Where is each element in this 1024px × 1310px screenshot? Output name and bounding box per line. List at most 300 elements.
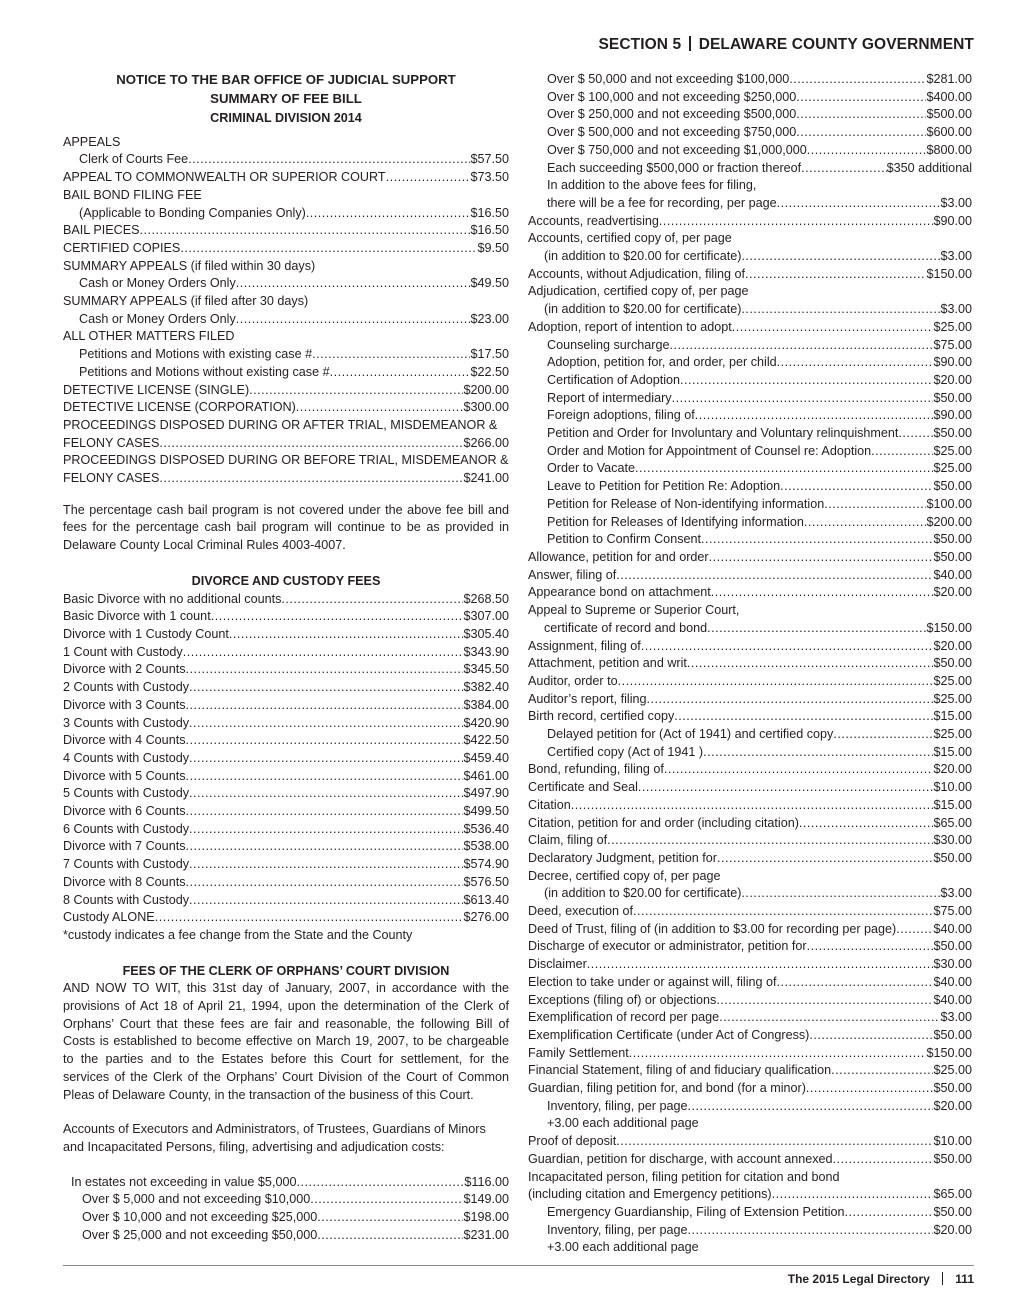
fee-row: [63, 399, 509, 417]
fee-amount: $50.00: [933, 426, 972, 441]
fee-amount: $75.00: [933, 337, 972, 352]
dot-leader: [312, 346, 470, 364]
dot-leader: [638, 779, 934, 797]
fee-amount: $90.00: [933, 355, 972, 370]
fee-label: (in addition to $20.00 for certificate): [544, 302, 742, 317]
fee-row: [528, 761, 972, 779]
fee-amount: $384.00: [463, 697, 509, 712]
fee-amount: $300.00: [463, 400, 509, 415]
fee-amount: $422.50: [463, 733, 509, 748]
fee-amount: $25.00: [933, 319, 972, 334]
fee-heading-line: APPEALS: [63, 134, 121, 149]
fee-label: Petition for Release of Non-identifying information: [547, 496, 825, 511]
fee-label: Inventory, filing, per page: [547, 1098, 688, 1113]
fee-amount: $90.00: [933, 408, 972, 423]
fee-amount: $10.00: [933, 1134, 972, 1149]
fee-amount: $116.00: [464, 1174, 509, 1189]
dot-leader: [687, 1222, 933, 1240]
fee-heading-line: SUMMARY APPEALS (if filed within 30 days): [63, 258, 316, 273]
fee-heading-line: In addition to the above fees for filing,: [547, 178, 757, 193]
fee-amount: $420.90: [463, 715, 509, 730]
fee-row: [528, 974, 972, 992]
dot-leader: [707, 620, 926, 638]
fee-row: [528, 797, 972, 815]
dot-leader: [801, 160, 886, 178]
fee-amount: $40.00: [933, 992, 972, 1007]
fee-amount: $23.00: [470, 311, 509, 326]
dot-leader: [687, 655, 934, 673]
fee-row: [63, 1174, 509, 1192]
fee-amount: $25.00: [933, 443, 972, 458]
fee-row: [63, 750, 509, 768]
fee-row: [528, 390, 972, 408]
fee-row: [528, 372, 972, 390]
fee-row: [528, 815, 972, 833]
estates-fee-list: [63, 1174, 509, 1245]
fee-row: [63, 1227, 509, 1245]
dot-leader: [189, 821, 463, 839]
fee-row: [528, 106, 972, 124]
fee-row: [528, 655, 972, 673]
fee-label: FELONY CASES: [63, 435, 160, 450]
fee-label: Exceptions (filing of) or objections: [528, 992, 717, 1007]
fee-label: Birth record, certified copy: [528, 709, 675, 724]
dot-leader: [635, 460, 934, 478]
fee-label: Guardian, petition for discharge, with account annexed: [528, 1151, 833, 1166]
fee-label: Divorce with 2 Counts: [63, 662, 186, 677]
fee-row: [528, 726, 972, 744]
dot-leader: [186, 803, 464, 821]
fee-label: Over $ 25,000 and not exceeding $50,000: [82, 1227, 318, 1242]
fee-label: Counseling surcharge: [547, 337, 670, 352]
dot-leader: [616, 1133, 933, 1151]
fee-row: [63, 382, 509, 400]
fee-amount: $800.00: [926, 142, 972, 157]
left-column: [63, 71, 509, 1244]
fee-amount: $50.00: [933, 479, 972, 494]
fee-amount: $400.00: [926, 89, 972, 104]
fee-amount: $25.00: [933, 1063, 972, 1078]
fee-label: (Applicable to Bonding Companies Only): [79, 205, 306, 220]
fee-label: Accounts, readvertising: [528, 213, 659, 228]
fee-label: Divorce with 1 Custody Count: [63, 626, 229, 641]
fee-amount: $241.00: [463, 471, 509, 486]
fee-label: Discharge of executor or administrator, petition for: [528, 939, 807, 954]
fee-label: Auditor’s report, filing: [528, 691, 647, 706]
fee-label: Citation, petition for and order (including citation): [528, 815, 799, 830]
fee-row: [528, 1151, 972, 1169]
fee-row: [63, 821, 509, 839]
fee-heading-line: ALL OTHER MATTERS FILED: [63, 329, 235, 344]
accounts-paragraph: Accounts of Executors and Administrators, of Trustees, Guardians of Minors and Incapacitated Persons, filing, advertising and adjudication costs:: [63, 1122, 486, 1154]
fee-heading-line: BAIL BOND FILING FEE: [63, 187, 202, 202]
dot-leader: [186, 697, 464, 715]
dot-leader: [306, 205, 471, 223]
fee-heading-line: Decree, certified copy of, per page: [528, 868, 721, 883]
fee-amount: $198.00: [463, 1210, 509, 1225]
fee-row: [63, 909, 509, 927]
dot-leader: [618, 673, 934, 691]
fee-amount: $149.00: [463, 1192, 509, 1207]
dot-leader: [659, 213, 934, 231]
fee-label: Family Settlement: [528, 1045, 629, 1060]
fee-amount: $40.00: [933, 567, 972, 582]
fee-label: 3 Counts with Custody: [63, 715, 189, 730]
fee-label: Answer, filing of: [528, 567, 617, 582]
fee-amount: $613.40: [463, 892, 509, 907]
fee-amount: $50.00: [933, 656, 972, 671]
divorce-heading: DIVORCE AND CUSTODY FEES: [191, 573, 381, 588]
fee-label: (including citation and Emergency petitions): [528, 1187, 772, 1202]
fee-row: [63, 892, 509, 910]
dot-leader: [831, 1062, 933, 1080]
dot-leader: [229, 626, 464, 644]
dot-leader: [772, 1186, 934, 1204]
dot-leader: [741, 885, 940, 903]
fee-row: [63, 435, 509, 453]
fee-label: Petitions and Motions with existing case #: [79, 347, 313, 362]
dot-leader: [571, 797, 934, 815]
notice-subtitle: SUMMARY OF FEE BILL: [210, 90, 362, 106]
dot-leader: [236, 275, 471, 293]
fee-amount: $15.00: [933, 797, 972, 812]
fee-label: Over $ 50,000 and not exceeding $100,000: [547, 72, 790, 86]
fee-label: 2 Counts with Custody: [63, 680, 189, 695]
fee-row: [63, 644, 509, 662]
dot-leader: [777, 195, 941, 213]
criminal-division-heading: CRIMINAL DIVISION 2014: [210, 111, 362, 125]
fee-row: [528, 1062, 972, 1080]
fee-amount: $20.00: [933, 1098, 972, 1113]
fee-amount: $20.00: [933, 1222, 972, 1237]
dot-leader: [833, 726, 933, 744]
dot-leader: [824, 496, 926, 514]
fee-heading-line: +3.00 each additional page: [547, 1116, 699, 1131]
header-divider: [689, 36, 691, 51]
fee-amount: $268.50: [463, 591, 509, 606]
fee-amount: $200.00: [463, 382, 509, 397]
fee-row: [528, 1027, 972, 1045]
fee-amount: $25.00: [933, 461, 972, 476]
dot-leader: [386, 169, 471, 187]
fee-label: Exemplification of record per page: [528, 1010, 720, 1025]
fee-row: [528, 89, 972, 107]
fee-amount: $343.90: [463, 644, 509, 659]
fee-row: [528, 921, 972, 939]
fee-label: Bond, refunding, filing of: [528, 762, 664, 777]
fee-row: [528, 142, 972, 160]
fee-label: Proof of deposit: [528, 1134, 617, 1149]
dot-leader: [807, 938, 934, 956]
fee-amount: $10.00: [933, 780, 972, 795]
fee-row: [63, 205, 509, 223]
fee-row: [528, 337, 972, 355]
fee-amount: $231.00: [463, 1227, 509, 1242]
fee-amount: $20.00: [933, 372, 972, 387]
fee-row: [528, 319, 972, 337]
dot-leader: [701, 531, 933, 549]
orphans-fee-list: [528, 71, 972, 1257]
dot-leader: [695, 407, 934, 425]
fee-label: DETECTIVE LICENSE (CORPORATION): [63, 400, 296, 415]
fee-amount: $50.00: [933, 1151, 972, 1166]
dot-leader: [796, 106, 926, 124]
fee-label: 1 Count with Custody: [63, 644, 183, 659]
fee-amount: $305.40: [463, 626, 509, 641]
fee-amount: $40.00: [933, 974, 972, 989]
fee-row: [528, 549, 972, 567]
fee-label: Emergency Guardianship, Filing of Extension Petition: [547, 1205, 845, 1219]
dot-leader: [633, 903, 933, 921]
fee-heading-line: Accounts, certified copy of, per page: [528, 231, 732, 246]
fee-label: Foreign adoptions, filing of: [547, 408, 695, 423]
fee-label: In estates not exceeding in value $5,000: [71, 1174, 297, 1189]
fee-label: Report of intermediary: [547, 390, 672, 405]
fee-label: Petition for Releases of Identifying information: [547, 514, 804, 529]
fee-label: Order and Motion for Appointment of Counsel re: Adoption: [547, 443, 872, 458]
fee-row: [63, 275, 509, 293]
fee-label: Exemplification Certificate (under Act of Congress): [528, 1027, 810, 1042]
dot-leader: [189, 750, 463, 768]
dot-leader: [745, 266, 926, 284]
fee-label: Claim, filing of: [528, 833, 608, 848]
fee-label: Custody ALONE: [63, 910, 155, 925]
fee-label: Order to Vacate: [547, 461, 635, 476]
fee-amount: $50.00: [933, 939, 972, 954]
fee-label: Petition and Order for Involuntary and Voluntary relinquishment: [547, 426, 899, 441]
fee-label: Clerk of Courts Fee: [79, 152, 189, 167]
fee-amount: $100.00: [926, 496, 972, 511]
dot-leader: [183, 644, 464, 662]
fee-row: [528, 460, 972, 478]
fee-row: [528, 1080, 972, 1098]
fee-amount: $3.00: [940, 886, 972, 901]
fee-row: [528, 1098, 972, 1116]
fee-label: Divorce with 5 Counts: [63, 768, 186, 783]
fee-label: (in addition to $20.00 for certificate): [544, 886, 742, 901]
fee-row: [63, 346, 509, 364]
fee-amount: $25.00: [933, 691, 972, 706]
fee-amount: $600.00: [926, 125, 972, 140]
fee-label: Over $ 100,000 and not exceeding $250,000: [547, 89, 797, 104]
dot-leader: [186, 874, 464, 892]
fee-label: DETECTIVE LICENSE (SINGLE): [63, 382, 250, 397]
dot-leader: [796, 89, 926, 107]
fee-amount: $50.00: [933, 850, 972, 865]
dot-leader: [799, 815, 934, 833]
fee-row: [528, 1204, 972, 1222]
dot-leader: [777, 354, 934, 372]
fee-row: [528, 124, 972, 142]
dot-leader: [607, 832, 933, 850]
dot-leader: [330, 364, 471, 382]
fee-label: Auditor, order to: [528, 673, 618, 688]
fee-label: Accounts, without Adjudication, filing of: [528, 266, 746, 281]
fee-amount: $9.50: [477, 240, 509, 255]
fee-label: CERTIFIED COPIES: [63, 240, 181, 255]
dot-leader: [317, 1227, 463, 1245]
fee-label: Cash or Money Orders Only: [79, 311, 236, 326]
fee-label: Election to take under or against will, filing of: [528, 974, 777, 989]
bail-note: The percentage cash bail program is not covered under the above fee bill and fees for the percentage cash bail program will continue to be as provided in Delaware County Local Criminal Rules 4003-4007.: [63, 502, 509, 553]
fee-label: there will be a fee for recording, per page: [547, 195, 777, 210]
section-title: DELAWARE COUNTY GOVERNMENT: [698, 36, 974, 53]
fee-amount: $20.00: [933, 585, 972, 600]
dot-leader: [186, 732, 464, 750]
dot-leader: [587, 956, 934, 974]
fee-label: Divorce with 6 Counts: [63, 804, 186, 819]
dot-leader: [711, 584, 934, 602]
fee-label: Petition to Confirm Consent: [547, 532, 701, 547]
fee-label: Cash or Money Orders Only: [79, 276, 236, 291]
fee-label: Adoption, petition for, and order, per child: [547, 355, 777, 370]
dot-leader: [296, 1174, 464, 1192]
fee-amount: $382.40: [463, 680, 509, 695]
dot-leader: [186, 768, 464, 786]
divorce-fee-list: [63, 591, 509, 927]
fee-row: [63, 856, 509, 874]
fee-amount: $16.50: [470, 223, 509, 238]
fee-row: [63, 1209, 509, 1227]
fee-label: Leave to Petition for Petition Re: Adoption: [547, 479, 781, 494]
dot-leader: [296, 399, 464, 417]
fee-amount: $90.00: [933, 213, 972, 228]
dot-leader: [159, 470, 463, 488]
dot-leader: [155, 909, 464, 927]
fee-amount: $3.00: [940, 302, 972, 317]
fee-amount: $50.00: [933, 549, 972, 564]
fee-amount: $200.00: [926, 514, 972, 529]
notice-title: NOTICE TO THE BAR OFFICE OF JUDICIAL SUPPORT: [116, 72, 456, 87]
footer-divider: [942, 1272, 944, 1285]
fee-amount: $50.00: [933, 1027, 972, 1042]
fee-row: [63, 785, 509, 803]
fee-row: [528, 266, 972, 284]
fee-amount: $50.00: [933, 390, 972, 405]
fee-amount: $281.00: [926, 72, 972, 86]
fee-row: [528, 354, 972, 372]
fee-row: [528, 496, 972, 514]
fee-label: Citation: [528, 797, 571, 812]
fee-row: [528, 620, 972, 638]
fee-row: [63, 151, 509, 169]
dot-leader: [777, 974, 934, 992]
dot-leader: [896, 921, 933, 939]
fee-amount: $574.90: [463, 857, 509, 872]
fee-label: Certificate and Seal: [528, 780, 638, 795]
fee-label: 5 Counts with Custody: [63, 786, 189, 801]
fee-label: Over $ 10,000 and not exceeding $25,000: [82, 1210, 318, 1225]
dot-leader: [687, 1098, 933, 1116]
fee-row: [63, 679, 509, 697]
fee-amount: $57.50: [470, 152, 509, 167]
fee-amount: $536.40: [463, 821, 509, 836]
dot-leader: [898, 425, 933, 443]
fee-label: Basic Divorce with no additional counts: [63, 591, 282, 606]
fee-row: [528, 1009, 972, 1027]
fee-amount: $15.00: [933, 744, 972, 759]
fee-label: Delayed petition for (Act of 1941) and certified copy: [547, 727, 834, 742]
fee-row: [528, 248, 972, 266]
fee-row: [63, 715, 509, 733]
fee-row: [528, 673, 972, 691]
fee-row: [63, 311, 509, 329]
fee-amount: $3.00: [940, 1010, 972, 1025]
dot-leader: [281, 591, 463, 609]
right-column: [528, 71, 972, 1257]
dot-leader: [180, 240, 477, 258]
dot-leader: [629, 1045, 927, 1063]
fee-amount: $345.50: [463, 662, 509, 677]
fee-amount: $538.00: [463, 839, 509, 854]
fee-amount: $307.00: [463, 609, 509, 624]
fee-row: [528, 584, 972, 602]
fee-row: [528, 71, 972, 89]
fee-amount: $50.00: [933, 1205, 972, 1219]
fee-label: 7 Counts with Custody: [63, 857, 189, 872]
dot-leader: [189, 785, 463, 803]
dot-leader: [189, 856, 463, 874]
fee-heading-line: Incapacitated person, filing petition for citation and bond: [528, 1169, 840, 1184]
running-footer: [788, 1272, 974, 1286]
fee-heading-line: +3.00 each additional page: [547, 1240, 699, 1255]
fee-amount: $3.00: [940, 195, 972, 210]
fee-row: [528, 531, 972, 549]
fee-row: [63, 874, 509, 892]
fee-label: Guardian, filing petition for, and bond (for a minor): [528, 1081, 806, 1096]
dot-leader: [664, 761, 934, 779]
fee-label: Deed of Trust, filing of (in addition to $3.00 for recording per page): [528, 921, 897, 936]
fee-row: [528, 1186, 972, 1204]
dot-leader: [211, 608, 464, 626]
fee-heading-line: Appeal to Supreme or Superior Court,: [528, 603, 740, 618]
dot-leader: [647, 691, 934, 709]
fee-label: Appearance bond on attachment: [528, 585, 711, 600]
dot-leader: [806, 1080, 934, 1098]
fee-amount: $15.00: [933, 709, 972, 724]
dot-leader: [804, 514, 927, 532]
fee-heading-line: Adjudication, certified copy of, per page: [528, 284, 749, 299]
fee-row: [528, 478, 972, 496]
dot-leader: [317, 1209, 463, 1227]
fee-amount: $276.00: [463, 910, 509, 925]
fee-row: [63, 591, 509, 609]
fee-amount: $497.90: [463, 786, 509, 801]
dot-leader: [186, 838, 464, 856]
fee-row: [528, 567, 972, 585]
fee-amount: $150.00: [926, 1045, 972, 1060]
fee-row: [528, 195, 972, 213]
fee-label: Divorce with 3 Counts: [63, 697, 186, 712]
fee-row: [528, 691, 972, 709]
fee-row: [528, 744, 972, 762]
dot-leader: [845, 1204, 934, 1222]
publication-name: The 2015 Legal Directory: [787, 1272, 930, 1286]
fee-row: [528, 885, 972, 903]
dot-leader: [732, 319, 934, 337]
fee-row: [528, 407, 972, 425]
fee-amount: $150.00: [926, 620, 972, 635]
fee-heading-line: SUMMARY APPEALS (if filed after 30 days): [63, 294, 309, 309]
fee-row: [63, 364, 509, 382]
fee-amount: $50.00: [933, 532, 972, 547]
fee-row: [528, 708, 972, 726]
fee-row: [528, 443, 972, 461]
fee-row: [63, 1191, 509, 1209]
fee-amount: $25.00: [933, 727, 972, 742]
dot-leader: [741, 248, 940, 266]
fee-amount: $16.50: [470, 205, 509, 220]
